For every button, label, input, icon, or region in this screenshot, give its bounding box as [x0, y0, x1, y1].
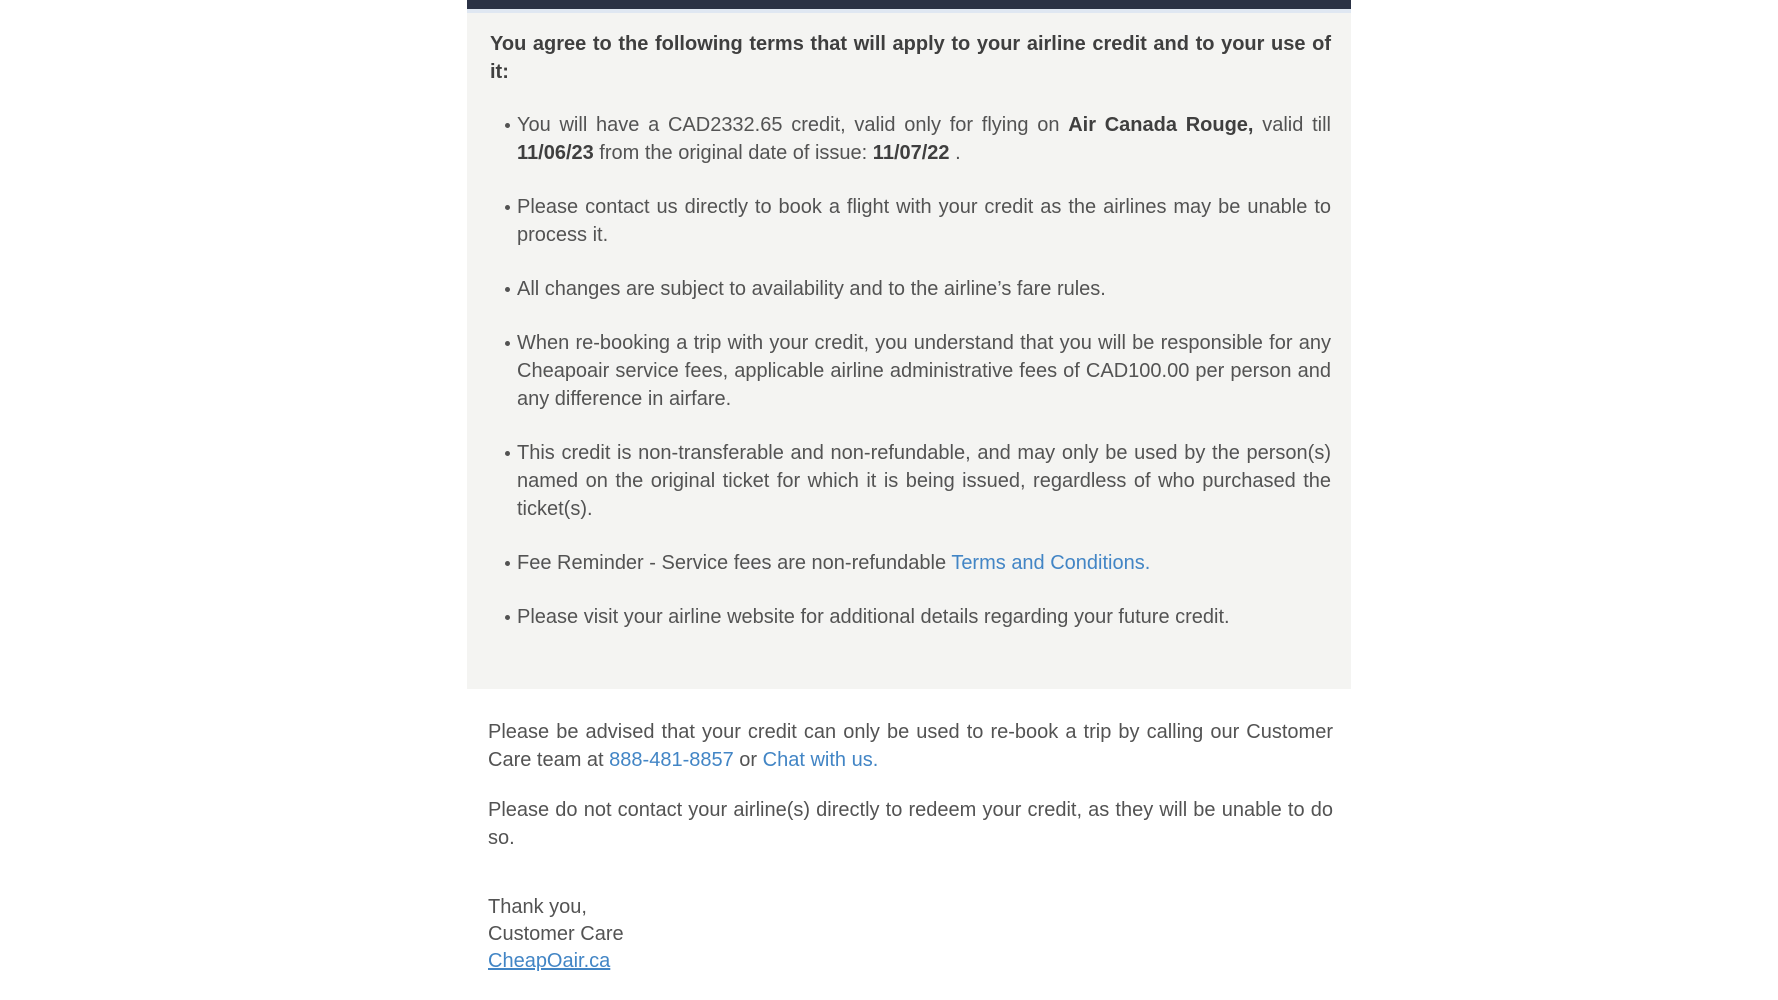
text-segment: from the original date of issue: [593, 142, 873, 164]
text-segment: Please be advised that your credit can only be used to re-book a trip by calling our Customer Care team at [488, 721, 1333, 771]
phone-number-link[interactable]: 888-481-8857 [609, 749, 734, 771]
cheapoair-link[interactable]: CheapOair.ca [488, 950, 611, 972]
terms-bullet-item [505, 603, 1331, 631]
footer-paragraph [488, 718, 1333, 774]
text-segment: . [949, 142, 961, 164]
terms-bullet-item [505, 111, 1331, 167]
text-segment: or [733, 749, 763, 771]
terms-bullet-item [505, 549, 1331, 577]
text-segment: Please visit your airline website for additional details regarding your future credit. [517, 606, 1230, 628]
terms-bullet-item [505, 329, 1331, 413]
header-bottom-bar [467, 0, 1351, 9]
email-content [467, 0, 1351, 689]
terms-and-conditions-link[interactable]: Terms and Conditions. [951, 552, 1151, 574]
chat-with-us-link[interactable]: Chat with us. [762, 749, 879, 771]
terms-bullet-item [505, 193, 1331, 249]
text-segment: All changes are subject to availability and to the airline’s fare rules. [517, 278, 1106, 300]
text-segment: This credit is non-transferable and non-refundable, and may only be used by the person(s) named on the original ticket for which it is being issued, regardless of who purchased the ticket(s). [517, 442, 1331, 520]
bold-text: 11/06/23 [517, 142, 594, 164]
bold-text: Air Canada Rouge, [1068, 114, 1254, 136]
bold-text: 11/07/22 [872, 142, 950, 164]
text-segment: When re-booking a trip with your credit, you understand that you will be responsible for any Cheapoair service fees, applicable airline administrative fees of CAD100.00 per person and any difference in airfare. [517, 332, 1331, 410]
terms-list [490, 111, 1331, 631]
text-segment: Please do not contact your airline(s) directly to redeem your credit, as they will be unable to do so. [488, 799, 1333, 849]
text-segment: Fee Reminder - Service fees are non-refundable [517, 552, 952, 574]
footer [488, 718, 1333, 975]
footer-paragraphs [488, 718, 1333, 852]
signature-thanks: Thank you, [488, 896, 587, 918]
text-segment: You will have a CAD2332.65 credit, valid only for flying on [517, 114, 1069, 136]
footer-paragraph [488, 796, 1333, 852]
terms-bullet-item [505, 439, 1331, 523]
text-segment: valid till [1253, 114, 1331, 136]
terms-panel [467, 13, 1351, 689]
terms-bullet-item [505, 275, 1331, 303]
signature-block [488, 894, 1333, 975]
terms-heading: You agree to the following terms that will apply to your airline credit and to your use of it: [490, 33, 1331, 83]
text-segment: Please contact us directly to book a flight with your credit as the airlines may be unable to process it. [517, 196, 1331, 246]
signature-team: Customer Care [488, 923, 624, 945]
